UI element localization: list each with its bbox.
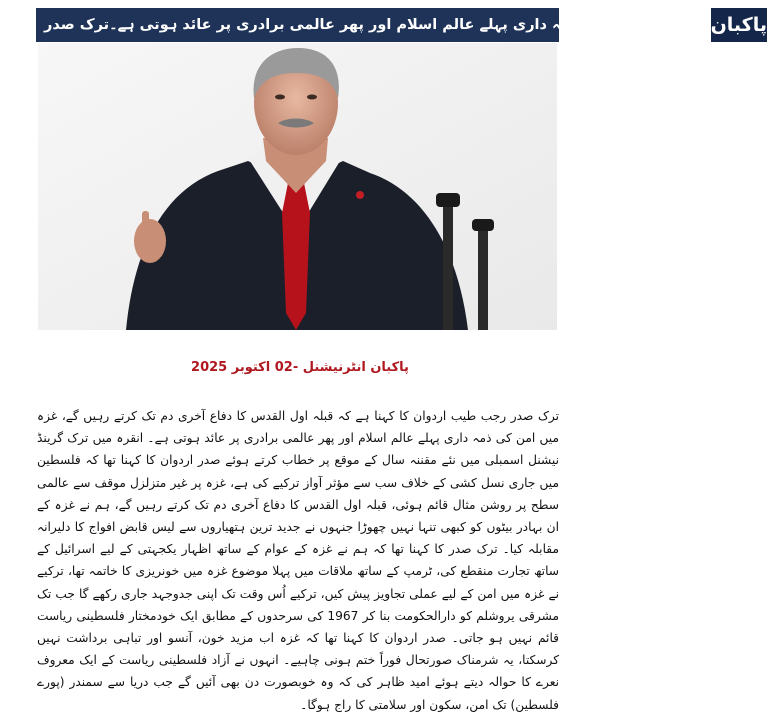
dateline: پاکبان انٹرنیشنل -02 اکتوبر 2025 [191, 360, 409, 375]
brand-logo[interactable]: پاکبان [711, 8, 769, 42]
header-banner [36, 8, 768, 42]
article-photo [38, 43, 557, 330]
speaker-photo-illustration [38, 43, 557, 330]
article-body: ترک صدر رجب طیب اردوان کا کہنا ہے کہ قبلہ اول القدس کا دفاع آخری دم تک کرتے رہیں گے، غزہ میں امن کی ذمہ داری پہلے عالم اسلام اور پھر عالمی برادری پر عائد ہوتی ہے۔ انقرہ میں ترک گرینڈ نیشنل اسمبلی میں نئے مقننہ سال کے موقع پر خطاب کرتے ہوئے صدر اردوان کا کہنا تھا کہ فلسطین میں جاری نسل کشی کے خلاف سب سے مؤثر آواز ترکیے کی ہے، غزہ پر غیر متزلزل موقف سے عالمی سطح پر روشن مثال قائم ہوئی، قبلہ اول القدس کا دفاع آخری دم تک کرتے رہیں گے، ہم نے غزہ کے ان بہادر بیٹوں کو کبھی تنہا نہیں چھوڑا جنہوں نے جدید ترین ہتھیاروں سے لیس قابض افواج کا دلیرانہ مقابلہ کیا۔ ترک صدر کا کہنا تھا کہ ہم نے غزہ کے عوام کے ساتھ اظہار یکجہتی کے لیے اسرائیل کے ساتھ تجارت منقطع کی، ٹرمپ کے ساتھ ملاقات میں پہلا موضوع غزہ میں خونریزی کا خاتمہ تھا، ترکیے نے غزہ میں امن کے لیے عملی تجاویز پیش کیں، ترکیے اُس وقت تک اپنی جدوجہد جاری رکھے گا جب تک مشرقی یروشلم کو دارالحکومت بنا کر 1967 کی سرحدوں کے مطابق ایک خودمختار فلسطینی ریاست قائم نہیں ہو جاتی۔ صدر اردوان کا کہنا تھا کہ غزہ اب مزید خون، آنسو اور تباہی برداشت نہیں کرسکتا، یہ شرمناک صورتحال فوراً ختم ہونی چاہیے۔ انہوں نے آزاد فلسطینی ریاست کے ایک معروف نعرے کا حوالہ دیتے ہوئے امید ظاہر کی کہ وہ خوبصورت دن بھی آئیں گے جب دریا سے سمندر (پورے فلسطین) تک امن، سکون اور سلامتی کا راج ہوگا۔ [37, 409, 559, 712]
headline: غزہ میں امن کی ذمہ داری پہلے عالم اسلام اور پھر عالمی برادری پر عائد ہوتی ہے۔ترک صدر [44, 17, 703, 33]
